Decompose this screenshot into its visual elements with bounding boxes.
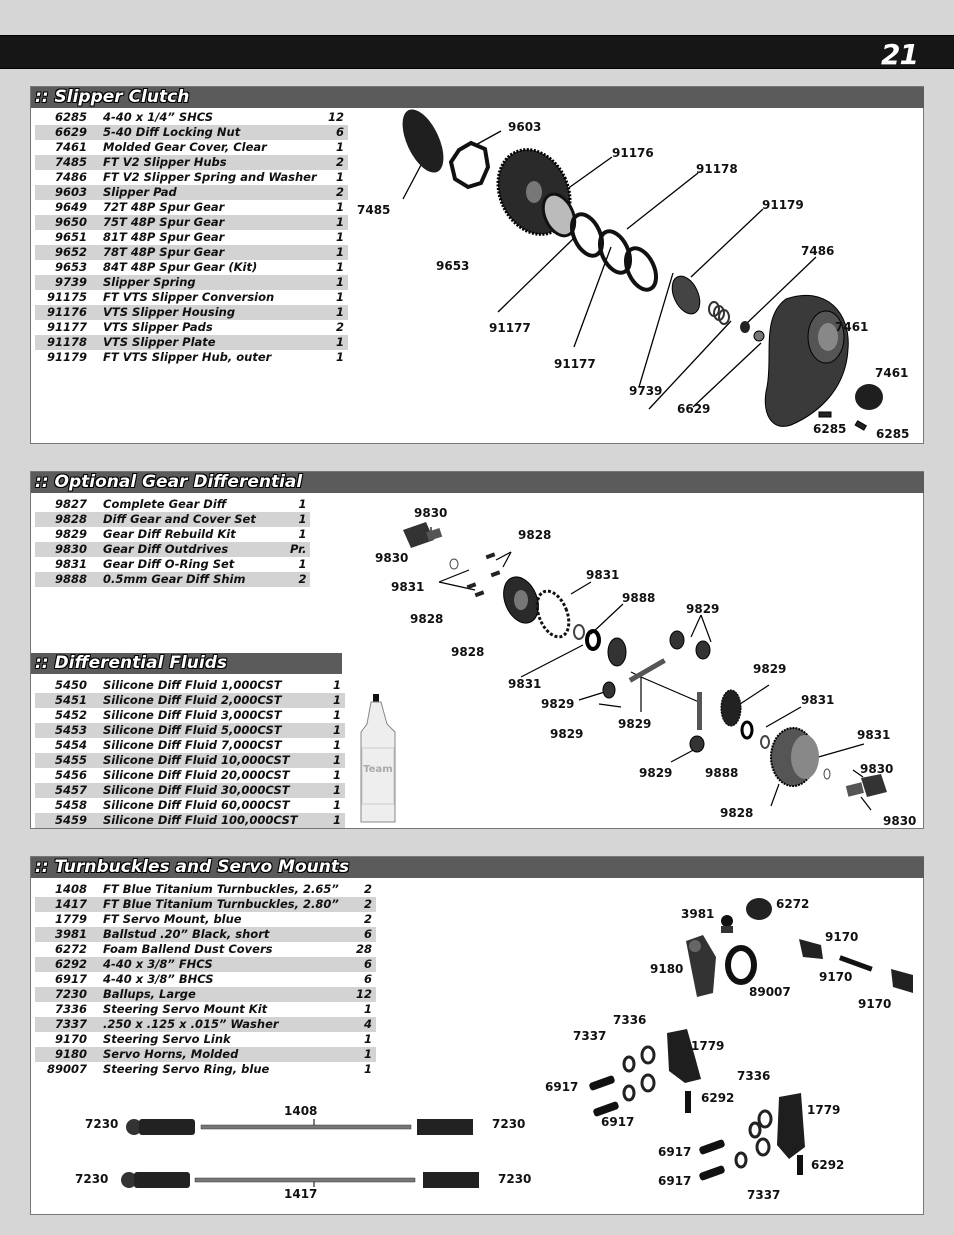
servo-horn-part — [686, 935, 716, 997]
part-description: FT Blue Titanium Turnbuckles, 2.80” — [95, 897, 353, 912]
part-quantity: 1 — [335, 290, 344, 304]
part-number: 6272 — [54, 942, 87, 956]
part-quantity: 1 — [325, 783, 345, 798]
part-description: Gear Diff Rebuild Kit — [103, 527, 236, 541]
callout-label: 6917 — [658, 1174, 692, 1188]
callout-label: 9830 — [883, 814, 917, 828]
part-quantity: 1 — [325, 275, 348, 290]
part-number: 91175 — [46, 290, 87, 304]
page-number: 21 — [881, 38, 918, 71]
part-description: Silicone Diff Fluid 100,000CST — [95, 813, 325, 828]
ballstud-part — [721, 915, 733, 933]
callout-label: 9603 — [508, 120, 542, 134]
part-number: 5456 — [54, 768, 87, 782]
gear-differential-panel — [30, 471, 924, 829]
slipper-pads-part — [566, 210, 662, 295]
callout-label: 7230 — [75, 1172, 109, 1186]
part-quantity: 1 — [325, 753, 345, 768]
part-description: Complete Gear Diff — [103, 497, 227, 511]
part-quantity: 1 — [363, 1032, 372, 1046]
callout-label: 9829 — [639, 766, 673, 780]
slipper-clutch-diagram — [31, 87, 925, 445]
part-quantity: 1 — [335, 200, 344, 214]
part-description: Slipper Spring — [95, 275, 325, 290]
part-description: Gear Diff O-Ring Set — [103, 557, 235, 571]
callout-label: 7230 — [85, 1117, 119, 1131]
part-description: FT Servo Mount, blue — [103, 912, 242, 926]
section-title: :: Optional Gear Differential — [31, 472, 924, 493]
part-description: Silicone Diff Fluid 1,000CST — [103, 678, 282, 692]
part-description: 0.5mm Gear Diff Shim — [95, 572, 290, 587]
part-quantity: 2 — [353, 897, 376, 912]
part-number: 9829 — [54, 527, 87, 541]
part-quantity: 1 — [335, 170, 344, 184]
callout-label: 1779 — [807, 1103, 841, 1117]
part-quantity: 12 — [327, 110, 344, 124]
part-description: Silicone Diff Fluid 2,000CST — [95, 693, 325, 708]
callout-label: 9180 — [650, 962, 684, 976]
part-number: 6629 — [35, 125, 95, 140]
turnbuckles-panel — [30, 856, 924, 1215]
callout-label: 9888 — [622, 591, 656, 605]
part-number: 9649 — [54, 200, 87, 214]
part-description: FT VTS Slipper Hub, outer — [103, 350, 272, 364]
part-description: 78T 48P Spur Gear — [95, 245, 325, 260]
part-description: FT Blue Titanium Turnbuckles, 2.65” — [103, 882, 339, 896]
part-number: 9739 — [35, 275, 95, 290]
part-number: 9652 — [35, 245, 95, 260]
part-number: 5455 — [35, 753, 95, 768]
part-number: 9827 — [54, 497, 87, 511]
diff-gear-case-part — [771, 728, 819, 786]
part-description: 75T 48P Spur Gear — [95, 215, 325, 230]
part-description: 84T 48P Spur Gear (Kit) — [103, 260, 258, 274]
part-number: 9180 — [35, 1047, 95, 1062]
part-number: 6285 — [54, 110, 87, 124]
part-number: 91177 — [46, 320, 87, 334]
callout-label: 6917 — [545, 1080, 579, 1094]
part-number: 1408 — [54, 882, 87, 896]
callout-label: 91177 — [489, 321, 531, 335]
part-description: Steering Servo Ring, blue — [103, 1062, 270, 1076]
part-number: 1417 — [35, 897, 95, 912]
part-description: VTS Slipper Housing — [95, 305, 325, 320]
servo-ring-part — [728, 948, 754, 982]
slipper-pad-part — [451, 143, 488, 187]
part-number: 5459 — [35, 813, 95, 828]
callout-label: 9829 — [541, 697, 575, 711]
callout-label: 7337 — [747, 1188, 781, 1202]
part-number: 91179 — [46, 350, 87, 364]
part-quantity: 2 — [363, 912, 372, 926]
callout-label: 9831 — [857, 728, 891, 742]
callout-label: 9170 — [819, 970, 853, 984]
part-quantity: 1 — [363, 1002, 372, 1016]
part-description: Gear Diff Outdrives — [95, 542, 290, 557]
part-quantity: 1 — [353, 1047, 376, 1062]
part-description: 81T 48P Spur Gear — [103, 230, 225, 244]
part-number: 9828 — [35, 512, 95, 527]
part-number: 7337 — [35, 1017, 95, 1032]
slipper-spring-part — [709, 302, 729, 324]
section-title: :: Turnbuckles and Servo Mounts — [31, 857, 924, 878]
callout-label: 9828 — [720, 806, 754, 820]
part-number: 89007 — [46, 1062, 87, 1076]
callout-label: 6285 — [813, 422, 847, 436]
callout-label: 7336 — [737, 1069, 771, 1083]
part-description: Silicone Diff Fluid 60,000CST — [103, 798, 290, 812]
callout-label: 91176 — [612, 146, 654, 160]
part-description: FT VTS Slipper Conversion — [103, 290, 275, 304]
callout-label: 6292 — [811, 1158, 845, 1172]
callout-label: 7230 — [492, 1117, 526, 1131]
callout-label: 9831 — [801, 693, 835, 707]
part-number: 9651 — [54, 230, 87, 244]
slipper-hub-part — [394, 103, 452, 178]
slipper-plate-part — [667, 272, 706, 318]
part-number: 9603 — [35, 185, 95, 200]
part-number: 7336 — [54, 1002, 87, 1016]
part-quantity: 1 — [325, 723, 345, 738]
callout-label: 9170 — [858, 997, 892, 1011]
callout-label: 91178 — [696, 162, 738, 176]
part-quantity: 1 — [363, 1062, 372, 1076]
part-number: 5457 — [35, 783, 95, 798]
callout-label: 7461 — [835, 320, 869, 334]
part-description: Diff Gear and Cover Set — [95, 512, 290, 527]
part-description: 72T 48P Spur Gear — [103, 200, 225, 214]
part-description: Foam Ballend Dust Covers — [103, 942, 273, 956]
callout-label: 9831 — [586, 568, 620, 582]
part-quantity: 1 — [332, 678, 341, 692]
callout-label: 9831 — [391, 580, 425, 594]
part-quantity: 1 — [335, 230, 344, 244]
part-description: .250 x .125 x .015” Washer — [95, 1017, 353, 1032]
part-description: VTS Slipper Plate — [95, 335, 325, 350]
callout-label: 9828 — [410, 612, 444, 626]
part-quantity: 2 — [325, 155, 348, 170]
callout-label: 1779 — [691, 1039, 725, 1053]
part-quantity: Pr. — [290, 542, 310, 557]
section-title: :: Differential Fluids — [31, 653, 342, 674]
part-quantity: 2 — [325, 185, 348, 200]
part-quantity: 2 — [363, 882, 372, 896]
part-description: VTS Slipper Pads — [103, 320, 213, 334]
part-description: Silicone Diff Fluid 3,000CST — [103, 708, 282, 722]
part-description: Silicone Diff Fluid 10,000CST — [95, 753, 325, 768]
svg-text:Team: Team — [363, 764, 393, 775]
part-quantity: 28 — [355, 942, 372, 956]
part-description: 5-40 Diff Locking Nut — [95, 125, 325, 140]
callout-label: 7485 — [357, 203, 391, 217]
callout-label: 3981 — [681, 907, 715, 921]
part-quantity: 1 — [325, 693, 345, 708]
part-quantity: 1 — [332, 798, 341, 812]
part-number: 6292 — [35, 957, 95, 972]
callout-label: 9829 — [686, 602, 720, 616]
part-quantity: 6 — [325, 125, 348, 140]
part-number: 9888 — [35, 572, 95, 587]
callout-label: 7337 — [573, 1029, 607, 1043]
diff-gear-part — [721, 690, 741, 726]
callout-label: 6285 — [876, 427, 910, 441]
part-quantity: 1 — [325, 813, 345, 828]
part-quantity: 2 — [335, 320, 344, 334]
part-number: 7230 — [35, 987, 95, 1002]
outdrive-part — [403, 522, 442, 548]
part-quantity: 1 — [325, 245, 348, 260]
callout-label: 6629 — [677, 402, 711, 416]
section-title: :: Slipper Clutch — [31, 87, 924, 108]
part-number: 91176 — [35, 305, 95, 320]
part-number: 9170 — [54, 1032, 87, 1046]
turnbuckle-1417 — [121, 1172, 479, 1188]
part-number: 5453 — [35, 723, 95, 738]
part-description: 4-40 x 3/8” BHCS — [103, 972, 214, 986]
page-header-bar — [0, 35, 954, 69]
part-number: 5452 — [54, 708, 87, 722]
callout-label: 1408 — [284, 1104, 318, 1118]
callout-label: 6917 — [658, 1145, 692, 1159]
part-quantity: 6 — [353, 957, 376, 972]
callout-label: 9830 — [375, 551, 409, 565]
part-description: Molded Gear Cover, Clear — [103, 140, 267, 154]
part-description: Silicone Diff Fluid 5,000CST — [95, 723, 325, 738]
part-quantity: 12 — [353, 987, 376, 1002]
part-description: Slipper Pad — [95, 185, 325, 200]
part-number: 5458 — [54, 798, 87, 812]
part-description: Servo Horns, Molded — [95, 1047, 353, 1062]
part-description: Steering Servo Link — [103, 1032, 231, 1046]
part-description: Silicone Diff Fluid 7,000CST — [103, 738, 282, 752]
callout-label: 7230 — [498, 1172, 532, 1186]
part-description: Ballstud .20” Black, short — [95, 927, 353, 942]
part-number: 5454 — [54, 738, 87, 752]
callout-label: 7336 — [613, 1013, 647, 1027]
part-number: 3981 — [35, 927, 95, 942]
gear-cover-part — [765, 295, 848, 426]
part-quantity: 1 — [298, 527, 307, 541]
part-number: 6917 — [54, 972, 87, 986]
outdrive-part — [846, 774, 887, 797]
part-description: 4-40 x 1/4” SHCS — [103, 110, 214, 124]
callout-label: 9830 — [860, 762, 894, 776]
dust-cover-part — [746, 898, 772, 920]
part-number: 7486 — [54, 170, 87, 184]
part-number: 5451 — [35, 693, 95, 708]
turnbuckle-1408 — [126, 1119, 473, 1135]
part-number: 91178 — [35, 335, 95, 350]
part-number: 7461 — [54, 140, 87, 154]
part-description: FT V2 Slipper Spring and Washer — [103, 170, 317, 184]
part-description: FT V2 Slipper Hubs — [95, 155, 325, 170]
part-quantity: 1 — [335, 140, 344, 154]
part-description: 4-40 x 3/8” FHCS — [95, 957, 353, 972]
callout-label: 6292 — [701, 1091, 735, 1105]
servo-link-part — [799, 939, 913, 993]
part-number: 7485 — [35, 155, 95, 170]
callout-label: 9828 — [451, 645, 485, 659]
callout-label: 89007 — [749, 985, 791, 999]
part-number: 9653 — [54, 260, 87, 274]
part-quantity: 1 — [325, 335, 348, 350]
part-quantity: 1 — [325, 215, 348, 230]
part-number: 9831 — [54, 557, 87, 571]
part-description: Silicone Diff Fluid 20,000CST — [103, 768, 290, 782]
bevel-gear-part — [603, 631, 710, 752]
part-quantity: 2 — [290, 572, 310, 587]
callout-label: 6917 — [601, 1115, 635, 1129]
part-quantity: 1 — [325, 305, 348, 320]
callout-label: 9828 — [518, 528, 552, 542]
callout-label: 9830 — [414, 506, 448, 520]
callout-label: 9888 — [705, 766, 739, 780]
part-number: 9650 — [35, 215, 95, 230]
part-number: 1779 — [54, 912, 87, 926]
callout-label: 7461 — [875, 366, 909, 380]
gear-cover-cap-part — [855, 384, 883, 410]
part-quantity: 4 — [353, 1017, 376, 1032]
callout-label: 9653 — [436, 259, 470, 273]
part-quantity: 1 — [332, 768, 341, 782]
part-quantity: 1 — [298, 557, 307, 571]
callout-label: 91179 — [762, 198, 804, 212]
callout-label: 9829 — [550, 727, 584, 741]
part-quantity: 1 — [332, 738, 341, 752]
callout-label: 6272 — [776, 897, 810, 911]
washer-part — [624, 1047, 771, 1167]
part-quantity: 6 — [363, 972, 372, 986]
callout-label: 9170 — [825, 930, 859, 944]
callout-label: 9829 — [753, 662, 787, 676]
diff-gasket-part — [531, 587, 575, 642]
part-number: 5450 — [54, 678, 87, 692]
part-description: Silicone Diff Fluid 30,000CST — [95, 783, 325, 798]
locknut-part — [754, 331, 764, 341]
part-quantity: 1 — [290, 512, 310, 527]
part-quantity: 6 — [353, 927, 376, 942]
callout-label: 9739 — [629, 384, 663, 398]
part-description: Steering Servo Mount Kit — [103, 1002, 268, 1016]
callout-label: 9829 — [618, 717, 652, 731]
callout-label: 1417 — [284, 1187, 318, 1201]
diff-cover-part — [497, 572, 545, 628]
part-quantity: 1 — [335, 350, 344, 364]
callout-label: 9831 — [508, 677, 542, 691]
washer-part — [740, 321, 750, 333]
part-quantity: 1 — [332, 708, 341, 722]
callout-label: 7486 — [801, 244, 835, 258]
diff-fluid-bottle — [361, 694, 395, 822]
slipper-clutch-panel — [30, 86, 924, 444]
part-number: 9830 — [35, 542, 95, 557]
part-quantity: 1 — [335, 260, 344, 274]
part-quantity: 1 — [298, 497, 307, 511]
part-description: Ballups, Large — [95, 987, 353, 1002]
callout-label: 91177 — [554, 357, 596, 371]
